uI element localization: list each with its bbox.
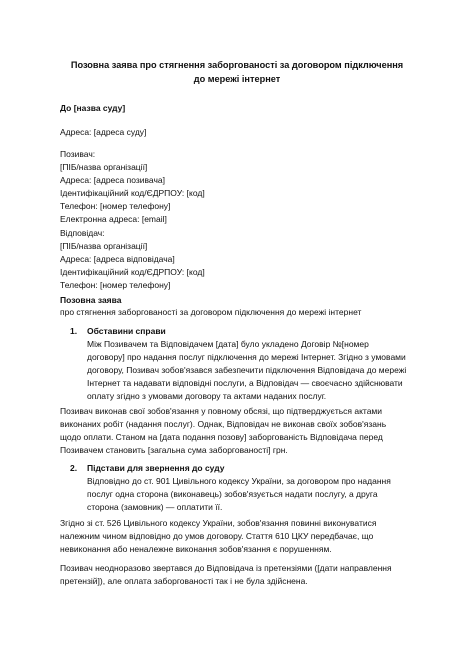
paragraph-line: Позивач виконав свої зобов'язання у повному обсязі, що підтверджується актами	[60, 406, 383, 416]
title-line-1: Позовна заява про стягнення заборгованості за договором підключення	[70, 60, 404, 70]
plaintiff-label: Позивач:	[60, 149, 96, 159]
document-title	[60, 58, 414, 86]
section-1-line: Інтернет та надавати відповідні послуги, а Відповідач — своєчасно здійснювати	[87, 378, 403, 388]
paragraph-performance	[60, 405, 420, 456]
section-1-line: договору] про надання послуг підключення до мережі Інтернет. Згідно з умовами	[87, 352, 406, 362]
paragraph-line: Позивач неодноразово звертався до Відповідача із претензіями ([дати направлення	[60, 563, 392, 573]
section-2-body	[87, 475, 421, 513]
section-1-line: договору, Позивач зобов'язався забезпечити підключення Відповідача до мережі	[87, 365, 407, 375]
paragraph-line: щодо оплати. Станом на [дата подання позову] заборгованість Відповідача перед	[60, 432, 383, 442]
plaintiff-code: Ідентифікаційний код/ЄДРПОУ: [код]	[60, 188, 205, 198]
defendant-phone: Телефон: [номер телефону]	[60, 280, 171, 290]
paragraph-line: невиконання або неналежне виконання зобов'язання є порушенням.	[60, 544, 332, 554]
section-2-line: Відповідно до ст. 901 Цивільного кодексу України, за договором про надання	[87, 476, 391, 486]
defendant-code: Ідентифікаційний код/ЄДРПОУ: [код]	[60, 267, 205, 277]
paragraph-line: Згідно зі ст. 526 Цивільного кодексу України, зобов'язання повинні виконуватися	[60, 518, 377, 528]
court-address: Адреса: [адреса суду]	[60, 127, 147, 137]
section-2-line: послуг одна сторона (виконавець) зобов'язується надати послугу, а друга	[87, 489, 378, 499]
plaintiff-email: Електронна адреса: [email]	[60, 214, 167, 224]
paragraph-line: виконаних робіт (надання послуг). Однак, Відповідач не виконав своїх зобов'язань	[60, 419, 387, 429]
paragraph-line: належним чином відповідно до умов договору. Стаття 610 ЦКУ передбачає, що	[60, 531, 374, 541]
section-2-heading: Підстави для звернення до суду	[87, 463, 225, 473]
plaintiff-name: [ПІБ/назва організації]	[60, 162, 148, 172]
claim-subtitle: про стягнення заборгованості за договором підключення до мережі інтернет	[60, 307, 362, 317]
section-1-line: оплату згідно з умовами договору та актами наданих послуг.	[87, 391, 327, 401]
claim-heading: Позовна заява	[60, 295, 122, 305]
section-1-number: 1.	[70, 326, 78, 336]
section-1-heading: Обставини справи	[87, 326, 166, 336]
section-2-line: сторона (замовник) — оплатити її.	[87, 502, 223, 512]
section-2-number: 2.	[70, 463, 78, 473]
paragraph-claims	[60, 562, 420, 587]
plaintiff-address: Адреса: [адреса позивача]	[60, 175, 165, 185]
paragraph-line: претензій]), але оплата заборгованості так і не була здійснена.	[60, 576, 308, 586]
paragraph-line: Позивачем становить [загальна сума заборгованості] грн.	[60, 445, 288, 455]
defendant-block	[60, 227, 420, 291]
title-line-2: до мережі інтернет	[193, 74, 281, 84]
plaintiff-phone: Телефон: [номер телефону]	[60, 201, 171, 211]
paragraph-legal-basis	[60, 517, 420, 555]
section-1-line: Між Позивачем та Відповідачем [дата] було укладено Договір №[номер	[87, 339, 369, 349]
defendant-address: Адреса: [адреса відповідача]	[60, 254, 175, 264]
plaintiff-block	[60, 148, 420, 225]
defendant-label: Відповідач:	[60, 228, 105, 238]
court-heading: До [назва суду]	[60, 103, 126, 113]
defendant-name: [ПІБ/назва організації]	[60, 241, 148, 251]
section-1-body	[87, 338, 421, 402]
